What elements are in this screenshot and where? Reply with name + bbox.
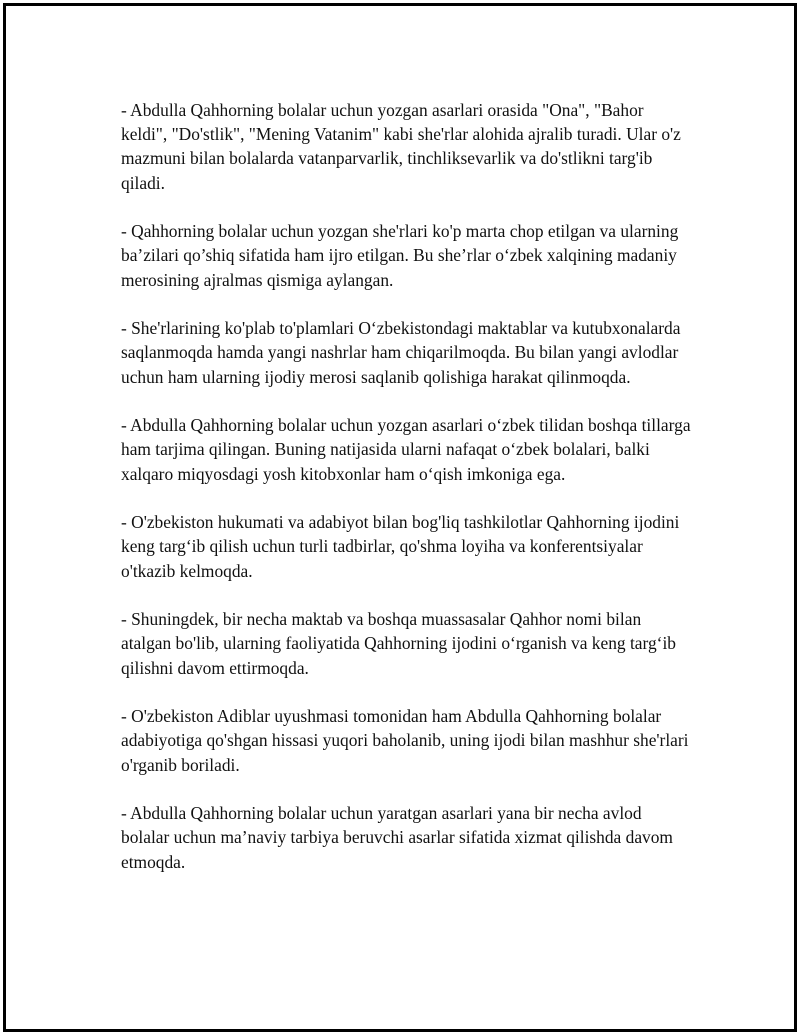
paragraph-vatan-poems: - Abdulla Qahhorning bolalar uchun yozgan asarlari orasida "Ona", "Bahor keldi", "Do'stlik", "Mening Vatanim" kabi she'rlar alohida ajralib turadi. Ular o'z mazmuni bilan bolalarda vatanparvarlik, tinchliksevarlik va do'stlikni targ'ib qiladi. (121, 100, 681, 193)
page-frame (3, 3, 797, 1032)
paragraph-government-events: - O'zbekiston hukumati va adabiyot bilan bog'liq tashkilotlar Qahhorning ijodini keng targ‘ib qilish uchun turli tadbirlar, qo'shma loyiha va konferentsiyalar o'tkazib kelmoqda. (121, 512, 680, 581)
paragraph-library-collections: - She'rlarining ko'plab to'plamlari O‘zbekistondagi maktablar va kutubxonalarda saqlanmoqda hamda yangi nashrlar ham chiqarilmoqda. Bu bilan yangi avlodlar uchun ham ularning ijodiy merosi saqlanib qolishiga harakat qilinmoqda. (121, 318, 681, 387)
paragraph-writers-union: - O'zbekiston Adiblar uyushmasi tomonidan ham Abdulla Qahhorning bolalar adabiyotiga qo'shgan hissasi yuqori baholanib, uning ijodi bilan mashhur she'rlari o'rganib boriladi. (121, 706, 689, 775)
paragraph-translations: - Abdulla Qahhorning bolalar uchun yozgan asarlari o‘zbek tilidan boshqa tillarga ham tarjima qilingan. Buning natijasida ularni nafaqat o‘zbek bolalari, balki xalqaro miqyosdagi yosh kitobxonlar ham o‘qish imkoniga ega. (121, 415, 691, 484)
paragraph-published-songs: - Qahhorning bolalar uchun yozgan she'rlari ko'p marta chop etilgan va ularning ba’zilari qo’shiq sifatida ham ijro etilgan. Bu she’rlar o‘zbek xalqining madaniy merosining ajralmas qismiga aylangan. (121, 221, 679, 290)
document-body (121, 98, 691, 898)
paragraph-legacy: - Abdulla Qahhorning bolalar uchun yaratgan asarlari yana bir necha avlod bolalar uchun ma’naviy tarbiya beruvchi asarlar sifatida xizmat qilishda davom etmoqda. (121, 803, 673, 872)
paragraph-named-institutions: - Shuningdek, bir necha maktab va boshqa muassasalar Qahhor nomi bilan atalgan bo'lib, ularning faoliyatida Qahhorning ijodini o‘rganish va keng targ‘ib qilishni davom ettirmoqda. (121, 609, 676, 678)
